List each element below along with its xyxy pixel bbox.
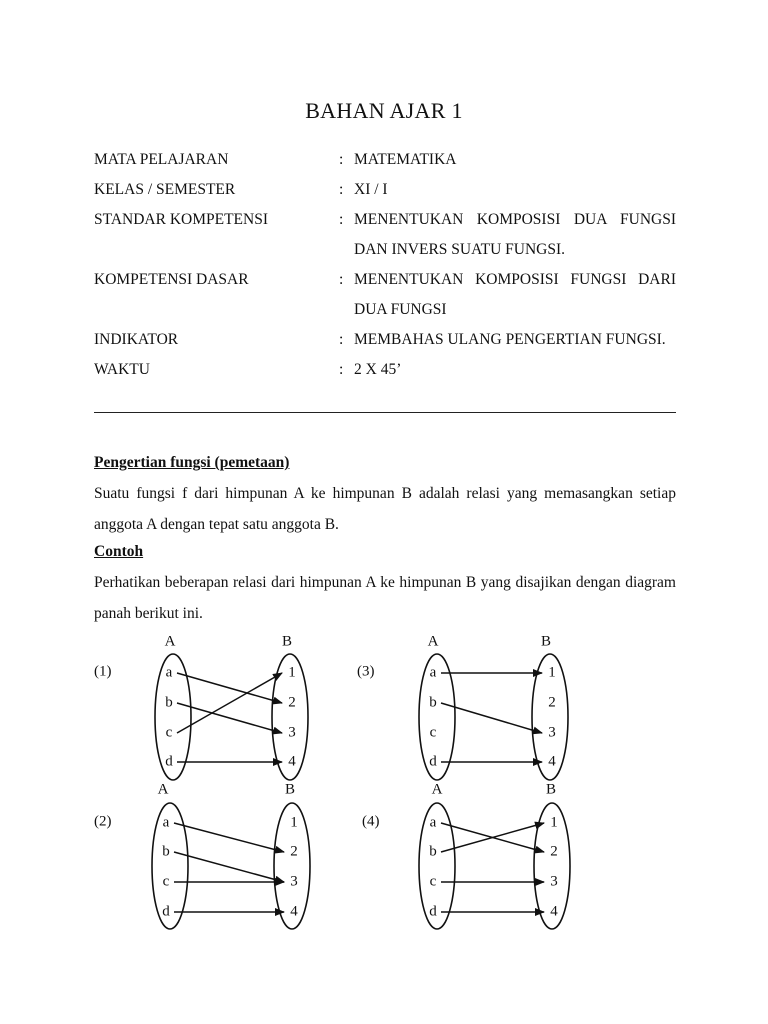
metadata-colon: :	[339, 151, 344, 168]
domain-element: c	[429, 724, 437, 741]
domain-element: d	[162, 903, 170, 920]
diagram-number: (3)	[357, 663, 375, 680]
codomain-element: 4	[288, 753, 296, 770]
domain-element: c	[162, 873, 170, 890]
metadata-label: INDIKATOR	[94, 331, 179, 348]
set-a-label: A	[157, 781, 169, 798]
metadata-colon: :	[339, 211, 344, 228]
example-text: Perhatikan beberapan relasi dari himpunan A ke himpunan B yang disajikan dengan diagram panah berikut ini.	[94, 574, 676, 622]
domain-element: b	[429, 843, 437, 860]
mapping-arrow	[441, 703, 542, 733]
set-a-ellipse	[419, 803, 455, 929]
domain-element: c	[429, 873, 437, 890]
codomain-element: 1	[288, 664, 296, 681]
diagram-number: (1)	[94, 663, 112, 680]
domain-element: d	[429, 753, 437, 770]
metadata-value: MENENTUKAN KOMPOSISI DUA FUNGSI DAN INVERS SUATU FUNGSI.	[354, 211, 676, 258]
codomain-element: 4	[290, 903, 298, 920]
metadata-colon: :	[339, 181, 344, 198]
metadata-label: KOMPETENSI DASAR	[94, 271, 249, 288]
metadata-value: MENENTUKAN KOMPOSISI FUNGSI DARI DUA FUNGSI	[354, 271, 676, 318]
codomain-element: 3	[548, 724, 556, 741]
metadata-value: XI / I	[354, 181, 388, 198]
metadata-value: 2 X 45’	[354, 361, 402, 378]
domain-element: b	[162, 843, 170, 860]
domain-element: a	[429, 664, 437, 681]
metadata-label: MATA PELAJARAN	[94, 151, 229, 168]
domain-element: a	[162, 814, 170, 831]
domain-element: d	[165, 753, 173, 770]
diagram-number: (4)	[362, 813, 380, 830]
metadata-colon: :	[339, 271, 344, 288]
mapping-arrow	[174, 823, 284, 852]
metadata-label: KELAS / SEMESTER	[94, 181, 236, 198]
metadata-value: MEMBAHAS ULANG PENGERTIAN FUNGSI.	[354, 331, 666, 348]
example-heading: Contoh	[94, 543, 144, 560]
codomain-element: 1	[550, 814, 558, 831]
mapping-arrow	[177, 673, 282, 733]
set-a-ellipse	[155, 654, 191, 780]
definition-heading: Pengertian fungsi (pemetaan)	[94, 454, 290, 471]
codomain-element: 2	[290, 843, 298, 860]
set-a-label: A	[427, 633, 439, 650]
metadata-value: MATEMATIKA	[354, 151, 457, 168]
set-a-ellipse	[152, 803, 188, 929]
codomain-element: 3	[288, 724, 296, 741]
metadata-label: WAKTU	[94, 361, 150, 378]
set-b-label: B	[540, 633, 552, 650]
definition-text: Suatu fungsi f dari himpunan A ke himpunan B adalah relasi yang memasangkan setiap anggota A dengan tepat satu anggota B.	[94, 485, 676, 533]
set-b-label: B	[284, 781, 296, 798]
document-title: BAHAN AJAR 1	[305, 98, 463, 123]
mapping-arrow	[174, 852, 284, 882]
mapping-arrow	[177, 703, 282, 733]
metadata-colon: :	[339, 331, 344, 348]
domain-element: a	[429, 814, 437, 831]
set-a-label: A	[431, 781, 443, 798]
codomain-element: 1	[548, 664, 556, 681]
metadata-label: STANDAR KOMPETENSI	[94, 211, 269, 228]
codomain-element: 3	[290, 873, 298, 890]
set-b-label: B	[281, 633, 293, 650]
codomain-element: 2	[288, 694, 296, 711]
codomain-element: 3	[550, 873, 558, 890]
codomain-element: 1	[290, 814, 298, 831]
codomain-element: 2	[548, 694, 556, 711]
codomain-element: 4	[550, 903, 558, 920]
codomain-element: 4	[548, 753, 556, 770]
domain-element: b	[429, 694, 437, 711]
codomain-element: 2	[550, 843, 558, 860]
metadata-colon: :	[339, 361, 344, 378]
diagram-number: (2)	[94, 813, 112, 830]
set-b-label: B	[545, 781, 557, 798]
mapping-arrow	[177, 673, 282, 703]
domain-element: a	[165, 664, 173, 681]
domain-element: b	[165, 694, 173, 711]
domain-element: d	[429, 903, 437, 920]
set-a-label: A	[164, 633, 176, 650]
domain-element: c	[165, 724, 173, 741]
